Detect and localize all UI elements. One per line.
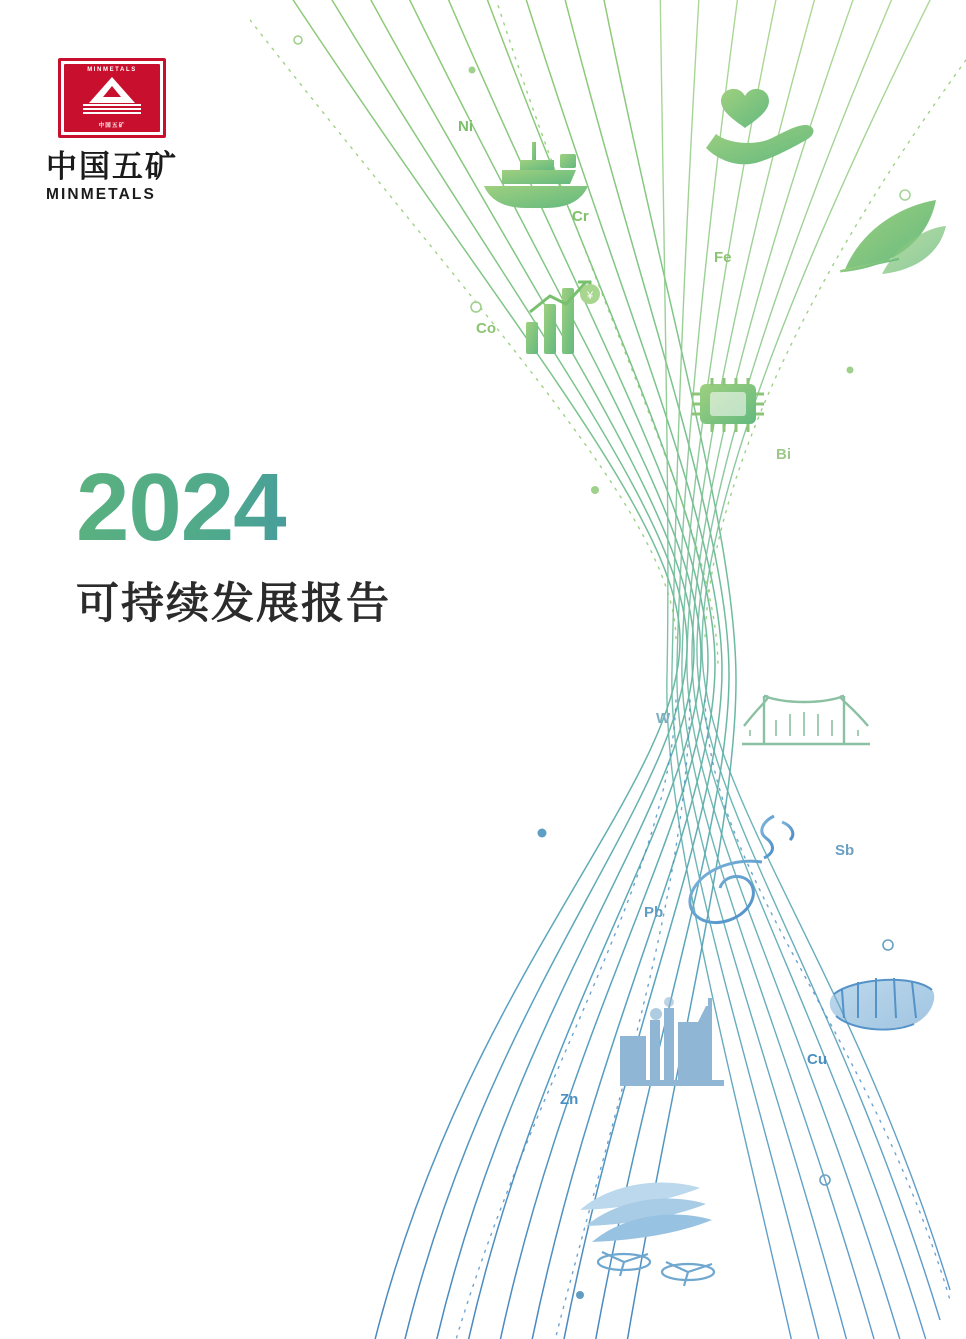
minmetals-emblem-icon	[58, 58, 166, 138]
company-logo	[46, 58, 236, 204]
element-label-cu: Cu	[807, 1051, 827, 1068]
logo-wordmark-cn: 中国五矿	[46, 149, 178, 185]
wheat-leaf-icon	[840, 200, 946, 274]
emblem-bottom-text: 中国五矿	[98, 123, 126, 129]
element-label-zn: Zn	[560, 1091, 579, 1108]
element-label-cr: Cr	[572, 208, 589, 225]
cover-title-block	[76, 454, 496, 631]
factory-icon	[620, 997, 724, 1086]
bridge-icon	[742, 696, 870, 744]
element-label-ni: Ni	[458, 118, 473, 135]
stadium-icon	[830, 978, 935, 1030]
element-label-w: W	[656, 710, 671, 727]
page-title: 可持续发展报告	[76, 579, 391, 629]
element-label-fe: Fe	[714, 249, 732, 266]
logo-wordmark-en: MINMETALS	[46, 186, 156, 204]
element-label-sb: Sb	[835, 842, 855, 859]
cover-artwork	[250, 0, 966, 1339]
wind-turbine-icon	[580, 1183, 714, 1286]
element-label-co: Co	[476, 320, 496, 337]
svg-text:¥: ¥	[586, 290, 594, 302]
element-label-bi: Bi	[776, 446, 791, 463]
emblem-top-text: MINMETALS	[87, 67, 137, 73]
dna-helix-icon	[690, 816, 793, 923]
report-year: 2024	[76, 460, 496, 556]
ship-icon	[484, 142, 588, 208]
element-label-pb: Pb	[644, 904, 664, 921]
